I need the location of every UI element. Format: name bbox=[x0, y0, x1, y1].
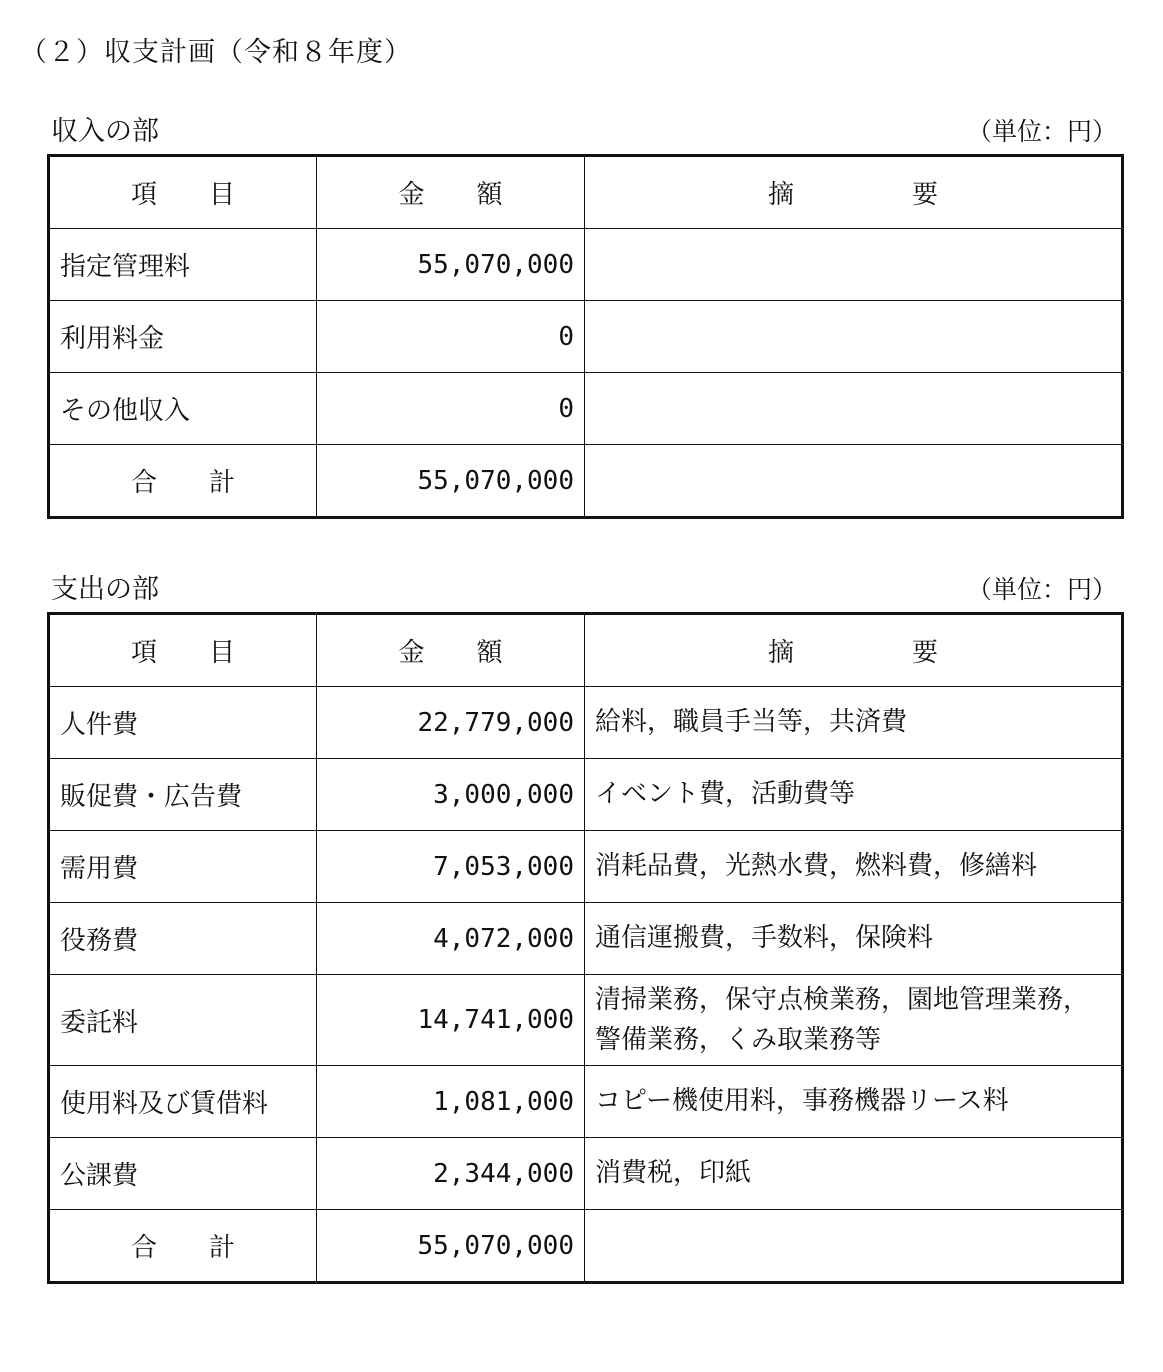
total-label bbox=[49, 1210, 317, 1283]
total-amount: 55,070,000 bbox=[317, 1210, 585, 1283]
income-table bbox=[47, 154, 1124, 519]
header-amount bbox=[317, 156, 585, 229]
header-amount-char-2: 額 bbox=[476, 180, 503, 210]
row-amount: 4,072,000 bbox=[317, 903, 585, 975]
row-note bbox=[585, 373, 1123, 445]
total-label-char-2: 計 bbox=[208, 1233, 235, 1263]
row-item: 需用費 bbox=[49, 831, 317, 903]
row-item: 販促費・広告費 bbox=[49, 759, 317, 831]
expense-header-row bbox=[49, 614, 1123, 687]
header-item-char-1: 項 bbox=[131, 638, 158, 668]
expense-section-label: 支出の部 bbox=[51, 574, 159, 605]
income-section-header bbox=[47, 118, 1121, 154]
income-section-label: 収入の部 bbox=[51, 116, 159, 147]
header-amount-char-1: 金 bbox=[398, 180, 425, 210]
row-amount: 1,081,000 bbox=[317, 1066, 585, 1138]
expense-section-header bbox=[47, 576, 1121, 612]
total-note bbox=[585, 1210, 1123, 1283]
row-note: イベント費，活動費等 bbox=[585, 759, 1123, 831]
header-note bbox=[585, 156, 1123, 229]
table-row bbox=[49, 229, 1123, 301]
table-row bbox=[49, 831, 1123, 903]
row-note: コピー機使用料，事務機器リース料 bbox=[585, 1066, 1123, 1138]
header-item bbox=[49, 614, 317, 687]
header-amount-char-1: 金 bbox=[398, 638, 425, 668]
header-note-char-1: 摘 bbox=[768, 180, 795, 210]
total-label-char-1: 合 bbox=[131, 1233, 158, 1263]
row-amount: 0 bbox=[317, 373, 585, 445]
row-note bbox=[585, 229, 1123, 301]
table-row bbox=[49, 759, 1123, 831]
row-amount: 7,053,000 bbox=[317, 831, 585, 903]
table-row bbox=[49, 975, 1123, 1066]
row-item: 役務費 bbox=[49, 903, 317, 975]
expense-table bbox=[47, 612, 1124, 1284]
income-header-row bbox=[49, 156, 1123, 229]
header-item-char-2: 目 bbox=[208, 180, 235, 210]
row-note: 消耗品費，光熱水費，燃料費，修繕料 bbox=[585, 831, 1123, 903]
row-amount: 3,000,000 bbox=[317, 759, 585, 831]
row-item: その他収入 bbox=[49, 373, 317, 445]
header-note-char-1: 摘 bbox=[768, 638, 795, 668]
header-note-char-2: 要 bbox=[911, 638, 938, 668]
row-item: 委託料 bbox=[49, 975, 317, 1066]
total-row bbox=[49, 445, 1123, 518]
row-item: 公課費 bbox=[49, 1138, 317, 1210]
header-amount-char-2: 額 bbox=[476, 638, 503, 668]
total-label bbox=[49, 445, 317, 518]
row-note: 給料，職員手当等，共済費 bbox=[585, 687, 1123, 759]
row-amount: 22,779,000 bbox=[317, 687, 585, 759]
row-note: 通信運搬費，手数料，保険料 bbox=[585, 903, 1123, 975]
table-row bbox=[49, 1066, 1123, 1138]
total-amount: 55,070,000 bbox=[317, 445, 585, 518]
row-note: 消費税，印紙 bbox=[585, 1138, 1123, 1210]
table-row bbox=[49, 1138, 1123, 1210]
document-title: （２）収支計画（令和８年度） bbox=[20, 37, 412, 68]
row-note bbox=[585, 301, 1123, 373]
total-row bbox=[49, 1210, 1123, 1283]
header-item-char-2: 目 bbox=[208, 638, 235, 668]
row-amount: 14,741,000 bbox=[317, 975, 585, 1066]
header-note-char-2: 要 bbox=[911, 180, 938, 210]
table-row bbox=[49, 903, 1123, 975]
header-amount bbox=[317, 614, 585, 687]
row-amount: 0 bbox=[317, 301, 585, 373]
row-item: 使用料及び賃借料 bbox=[49, 1066, 317, 1138]
income-section bbox=[47, 118, 1121, 519]
expense-unit-label: （単位：円） bbox=[966, 575, 1117, 604]
total-label-char-1: 合 bbox=[131, 468, 158, 498]
row-item: 指定管理料 bbox=[49, 229, 317, 301]
table-row bbox=[49, 687, 1123, 759]
row-item: 人件費 bbox=[49, 687, 317, 759]
table-row bbox=[49, 301, 1123, 373]
row-note: 清掃業務，保守点検業務，園地管理業務，警備業務，くみ取業務等 bbox=[585, 975, 1123, 1066]
table-row bbox=[49, 373, 1123, 445]
total-label-char-2: 計 bbox=[208, 468, 235, 498]
header-item bbox=[49, 156, 317, 229]
header-item-char-1: 項 bbox=[131, 180, 158, 210]
expense-section bbox=[47, 576, 1121, 1284]
header-note bbox=[585, 614, 1123, 687]
row-item: 利用料金 bbox=[49, 301, 317, 373]
row-amount: 55,070,000 bbox=[317, 229, 585, 301]
income-unit-label: （単位：円） bbox=[966, 117, 1117, 146]
row-amount: 2,344,000 bbox=[317, 1138, 585, 1210]
total-note bbox=[585, 445, 1123, 518]
